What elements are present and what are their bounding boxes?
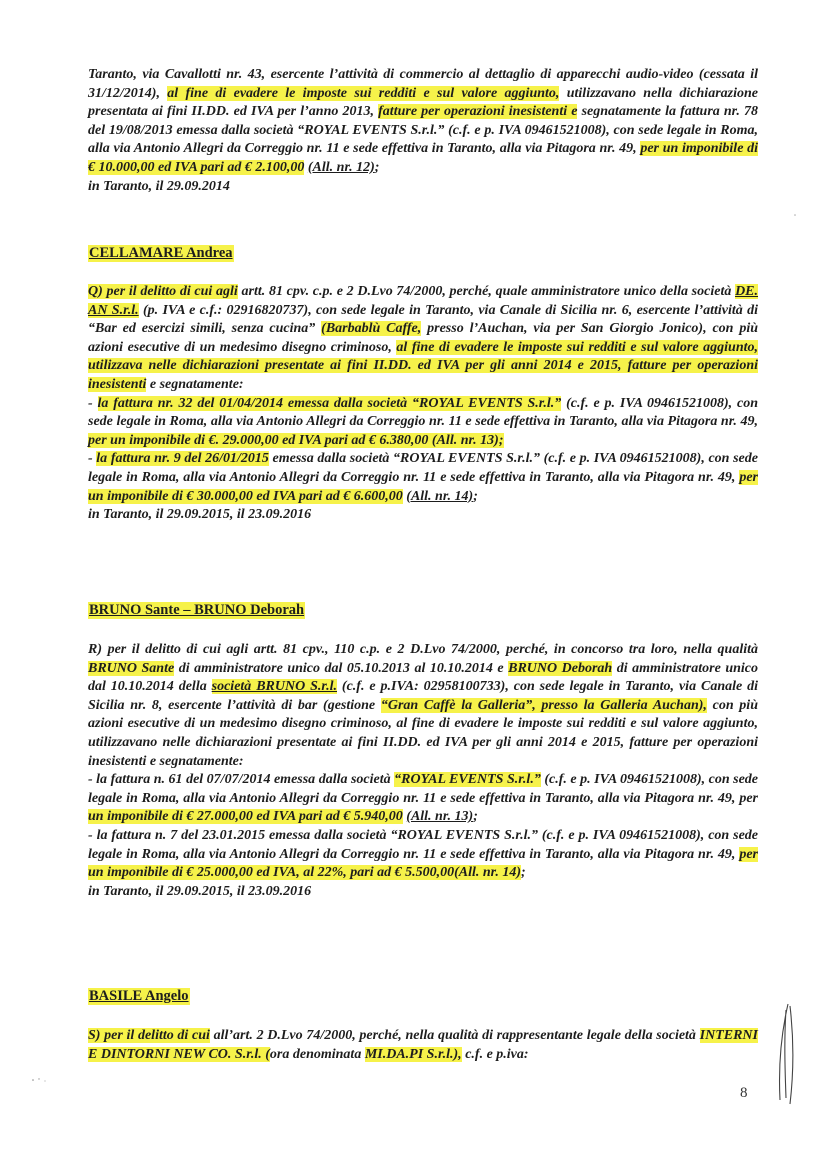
- highlight-span: la fattura nr. 9 del 26/01/2015: [96, 451, 269, 467]
- highlight-span: Q) per il delitto di cui agli: [88, 284, 238, 299]
- attachment-ref: (All. nr. 12): [307, 159, 375, 175]
- block-q: [88, 283, 758, 525]
- highlight-span: INTERNI E DINTORNI NEW CO. S.r.l. (: [88, 1028, 758, 1062]
- block-r: [88, 641, 758, 901]
- text-span: ;: [374, 159, 380, 175]
- paragraph-p-tail: [88, 66, 758, 178]
- text-span: utilizzavano nella dichiarazione presentata ai fini II.DD. ed IVA per l’anno 2013,: [88, 85, 758, 120]
- company-name: società BRUNO S.r.l.: [211, 679, 337, 695]
- highlight-span: S) per il delitto di cui: [88, 1028, 210, 1043]
- block-p-continuation: [88, 66, 758, 196]
- scan-speck-icon: [790, 210, 800, 220]
- date-place-line: in Taranto, il 29.09.2015, il 23.09.2016: [88, 883, 312, 899]
- text-span: di amministratore unico dal 05.10.2013 al 10.10.2014 e: [174, 660, 509, 676]
- invoice-item: [88, 771, 758, 827]
- highlight-span: BRUNO Deborah: [508, 660, 613, 676]
- text-span: artt. 81 cpv. c.p. e 2 D.Lvo 74/2000, perché, quale amministratore unico della società: [237, 284, 736, 299]
- text-span: e segnatamente:: [146, 376, 244, 392]
- defendant-heading-bruno: BRUNO Sante – BRUNO Deborah: [89, 602, 305, 618]
- highlight-span: per un imponibile di € 30.000,00 ed IVA pari ad € 6.600,00: [88, 469, 758, 504]
- text-span: R) per il delitto di cui agli artt. 81 cpv., 110 c.p. e 2 D.Lvo 74/2000, perché, in concorso tra loro, nella qualità: [88, 642, 758, 657]
- text-span: con più azioni esecutive di un medesimo disegno criminoso, al fine di evadere le imposte sui redditi e sul valore aggiunto, utilizzavano nelle dichiarazioni presentate ai fini II.DD. ed IVA per gli anni 2014 e 2015, fatture per operazioni inesistenti e segnatamente:: [88, 697, 758, 769]
- page-number: 8: [740, 1085, 748, 1101]
- attachment-ref: (All. nr. 13): [406, 809, 474, 825]
- text-span: (c.f. e p.IVA: 02958100733), con sede legale in Taranto, via Canale di Sicilia nr. 8, esercente l’attività di bar (gestione: [88, 679, 759, 713]
- paragraph-r: [88, 641, 758, 771]
- highlight-span: per un imponibile di € 25.000,00 ed IVA, al 22%, pari ad € 5.500,00(All. nr. 14): [88, 846, 758, 881]
- text-span: ;: [473, 488, 478, 504]
- date-place-line: in Taranto, il 29.09.2014: [88, 178, 230, 194]
- highlight-span: MI.DA.PI S.r.l.),: [364, 1046, 462, 1062]
- text-span: presso l’Auchan, via per San Giorgio Jonico), con più azioni esecutive di un medesimo disegno criminoso,: [88, 321, 759, 355]
- text-span: - la fattura n. 7 del 23.01.2015 emessa dalla società “ROYAL EVENTS S.r.l.” (c.f. e p. IVA 09461521008), con sede legale in Roma, alla via Antonio Allegri da Correggio nr. 11 e sede effettiva in Taranto, alla via Pitagora nr. 49,: [88, 827, 758, 862]
- pen-mark-icon: [768, 1000, 808, 1110]
- highlight-span: (Barbablù Caffe,: [321, 321, 422, 337]
- text-span: ;: [473, 809, 478, 825]
- text-span: ;: [521, 865, 526, 881]
- text-span: c.f. e p.iva:: [461, 1046, 529, 1062]
- paragraph-s: [88, 1027, 758, 1064]
- scan-speck-icon: [30, 1070, 60, 1090]
- highlight-span: fatture per operazioni inesistenti e: [378, 104, 578, 120]
- text-span: all’art. 2 D.Lvo 74/2000, perché, nella qualità di rappresentante legale della società: [209, 1028, 700, 1043]
- invoice-item: [88, 827, 758, 883]
- invoice-item: [88, 450, 758, 506]
- text-span: (c.f. e p. IVA 09461521008), con sede legale in Roma, alla via Antonio Allegri da Correggio nr. 11 e sede effettiva in Taranto, alla via Pitagora nr. 49, per: [88, 772, 758, 806]
- highlight-span: al fine di evadere le imposte sui redditi e sul valore aggiunto, utilizzava nelle dichiarazioni presentate ai fini II.DD. ed IVA per gli anni 2014 e 2015, fatture per operazioni inesistenti: [88, 339, 758, 392]
- highlight-span: al fine di evadere le imposte sui redditi e sul valore aggiunto,: [167, 85, 560, 101]
- highlight-span: “ROYAL EVENTS S.r.l.”: [394, 772, 541, 788]
- highlight-span: BRUNO Sante: [88, 660, 175, 676]
- text-span: segnatamente la fattura nr. 78 del 19/08/2013 emessa dalla società “ROYAL EVENTS S.r.l.” (c.f. e p. IVA 09461521008), con sede legale in Roma, alla via Antonio Allegri da Correggio nr. 11 e sede effettiva in Taranto, alla via Pitagora nr. 49,: [88, 104, 758, 157]
- date-place-line: in Taranto, il 29.09.2015, il 23.09.2016: [88, 507, 312, 523]
- paragraph-q: [88, 283, 758, 395]
- text-span: emessa dalla società “ROYAL EVENTS S.r.l.” (c.f. e p. IVA 09461521008), con sede legale in Roma, alla via Antonio Allegri da Correggio nr. 11 e sede effettiva in Taranto, alla via Pitagora nr. 49,: [88, 451, 758, 485]
- highlight-span: “Gran Caffè la Galleria”, presso la Galleria Auchan),: [380, 697, 707, 713]
- highlight-span: per un imponibile di €. 29.000,00 ed IVA pari ad € 6.380,00 (All. nr. 13);: [88, 432, 504, 448]
- text-span: di amministratore unico dal 10.10.2014 della: [88, 660, 759, 695]
- text-span: (c.f. e p. IVA 09461521008), con sede legale in Roma, alla via Antonio Allegri da Correggio nr. 11 e sede effettiva in Taranto, alla via Pitagora nr. 49,: [88, 395, 759, 430]
- text-span: (p. IVA e c.f.: 02916820737), con sede legale in Taranto, via Canale di Sicilia nr. 6, esercente l’attività di “Bar ed esercizi simili, senza cucina”: [88, 302, 758, 337]
- company-name: DE. AN S.r.l.: [88, 284, 759, 318]
- defendant-heading-basile: BASILE Angelo: [89, 988, 189, 1004]
- block-s: [88, 1027, 758, 1064]
- highlight-span: un imponibile di € 27.000,00 ed IVA pari ad € 5.940,00: [88, 809, 403, 825]
- defendant-heading-cellamare: CELLAMARE Andrea: [89, 245, 233, 261]
- invoice-item: [88, 395, 758, 451]
- text-span: -: [88, 395, 98, 411]
- text-span: ora denominata: [269, 1046, 365, 1062]
- text-span: - la fattura n. 61 del 07/07/2014 emessa dalla società: [88, 772, 395, 788]
- highlight-span: la fattura nr. 32 del 01/04/2014 emessa dalla società “ROYAL EVENTS S.r.l.”: [97, 395, 562, 411]
- attachment-ref: (All. nr. 14): [406, 488, 474, 504]
- highlight-span: per un imponibile di € 10.000,00 ed IVA pari ad € 2.100,00: [88, 141, 758, 175]
- text-span: -: [88, 451, 97, 467]
- text-span: Taranto, via Cavallotti nr. 43, esercente l’attività di commercio al dettaglio di apparecchi audio-video (cessata il 31/12/2014),: [88, 67, 758, 101]
